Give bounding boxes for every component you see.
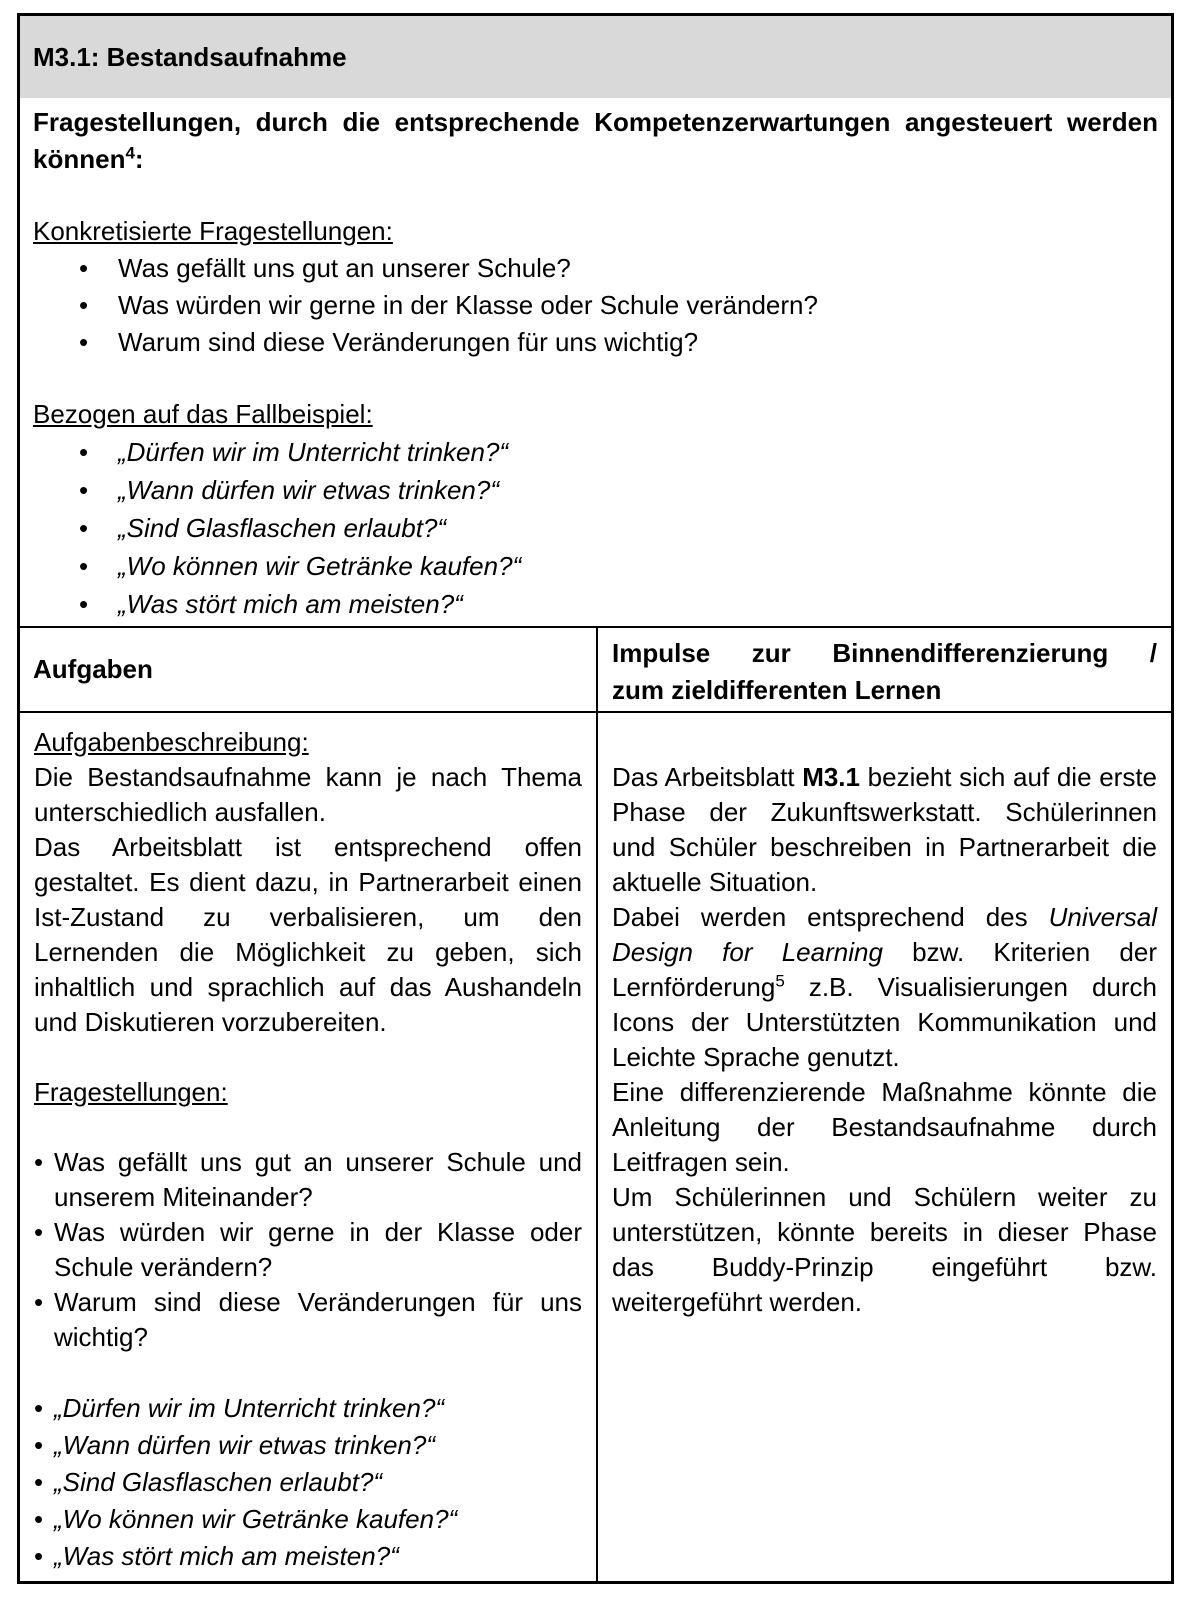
case-example-list	[33, 433, 1158, 623]
list-item: • „Wann dürfen wir etwas trinken?“	[34, 1427, 582, 1464]
blank-line	[34, 1110, 582, 1145]
list-item: • Was gefällt uns gut an unserer Schule und unserem Miteinander?	[34, 1145, 582, 1215]
footnote-ref-5: 5	[775, 971, 785, 991]
list-item: • „Was stört mich am meisten?“	[34, 1538, 582, 1575]
task-questions-list	[34, 1145, 582, 1355]
list-item: • Was würden wir gerne in der Klasse oder Schule verändern?	[34, 1215, 582, 1285]
intro-section	[20, 98, 1171, 626]
list-item: • Was würden wir gerne in der Klasse oder Schule verändern?	[33, 287, 1158, 324]
impulse-paragraph-4: Um Schülerinnen und Schülern weiter zu unterstützen, könnte bereits in dieser Phase das Buddy-Prinzip eingeführt bzw. weitergeführt werden.	[612, 1182, 1157, 1317]
section-title-bar	[20, 16, 1171, 98]
task-paragraph-1: Die Bestandsaufnahme kann je nach Thema unterschiedlich ausfallen.	[34, 762, 582, 827]
list-item: • „Wo können wir Getränke kaufen?“	[34, 1501, 582, 1538]
footnote-ref-4: 4	[125, 143, 135, 163]
column-header-impulse-line1: Impulse zur Binnendifferenzierung /	[612, 638, 1157, 668]
blank-line	[34, 1040, 582, 1075]
list-item: • „Dürfen wir im Unterricht trinken?“	[33, 433, 1158, 471]
table-header-row	[20, 626, 1171, 713]
task-description-heading: Aufgabenbeschreibung:	[34, 727, 309, 757]
case-example-heading: Bezogen auf das Fallbeispiel:	[33, 399, 373, 429]
impulse-paragraph-3: Eine differenzierende Maßnahme könnte die Anleitung der Bestandsaufnahme durch Leitfragen sein.	[612, 1077, 1157, 1177]
list-item: • Was gefällt uns gut an unserer Schule?	[33, 250, 1158, 287]
list-item: • „Sind Glasflaschen erlaubt?“	[34, 1464, 582, 1501]
task-paragraph-2: Das Arbeitsblatt ist entsprechend offen gestaltet. Es dient dazu, in Partnerarbeit einen Ist-Zustand zu verbalisieren, um den Lernenden die Möglichkeit zu geben, sich inhaltlich und sprachlich auf das Aushandeln und Diskutieren vorzubereiten.	[34, 832, 582, 1037]
task-quotes-list	[34, 1390, 582, 1575]
concrete-questions-heading: Konkretisierte Fragestellungen:	[33, 216, 393, 246]
concrete-questions-list	[33, 250, 1158, 361]
list-item: • Warum sind diese Veränderungen für uns wichtig?	[33, 324, 1158, 361]
list-item: • „Wann dürfen wir etwas trinken?“	[33, 471, 1158, 509]
blank-line	[34, 1355, 582, 1390]
column-header-aufgaben: Aufgaben	[33, 654, 153, 684]
list-item: • Warum sind diese Veränderungen für uns wichtig?	[34, 1285, 582, 1355]
impulse-paragraph-1: Das Arbeitsblatt M3.1 bezieht sich auf die erste Phase der Zukunftswerkstatt. Schülerinnen und Schüler beschreiben in Partnerarbeit die aktuelle Situation.	[612, 762, 1158, 897]
column-header-impulse	[596, 628, 1171, 711]
udl-term: Universal Design for Learning	[612, 902, 1157, 967]
impulse-paragraph-2: Dabei werden entsprechend des Universal Design for Learning bzw. Kriterien der Lernförderung$^5$ z.B. Visualisierungen durch Icons der Unterstützten Kommunikation und Leichte Sprache genutzt.	[612, 902, 1158, 1072]
list-item: • „Dürfen wir im Unterricht trinken?“	[34, 1390, 582, 1427]
impulses-cell	[596, 713, 1171, 1581]
document-table	[17, 13, 1174, 1584]
intro-heading: Fragestellungen, durch die entsprechende Kompetenzerwartungen angesteuert werden können$^4$:	[33, 107, 1158, 174]
tasks-cell	[20, 713, 596, 1581]
task-questions-heading: Fragestellungen:	[34, 1077, 228, 1107]
list-item: • „Was stört mich am meisten?“	[33, 585, 1158, 623]
list-item: • „Sind Glasflaschen erlaubt?“	[33, 509, 1158, 547]
list-item: • „Wo können wir Getränke kaufen?“	[33, 547, 1158, 585]
table-body-row	[20, 713, 1171, 1581]
worksheet-reference: M3.1	[802, 762, 860, 792]
column-header-impulse-line2: zum zieldifferenten Lernen	[612, 675, 942, 705]
section-title: M3.1: Bestandsaufnahme	[33, 41, 347, 72]
